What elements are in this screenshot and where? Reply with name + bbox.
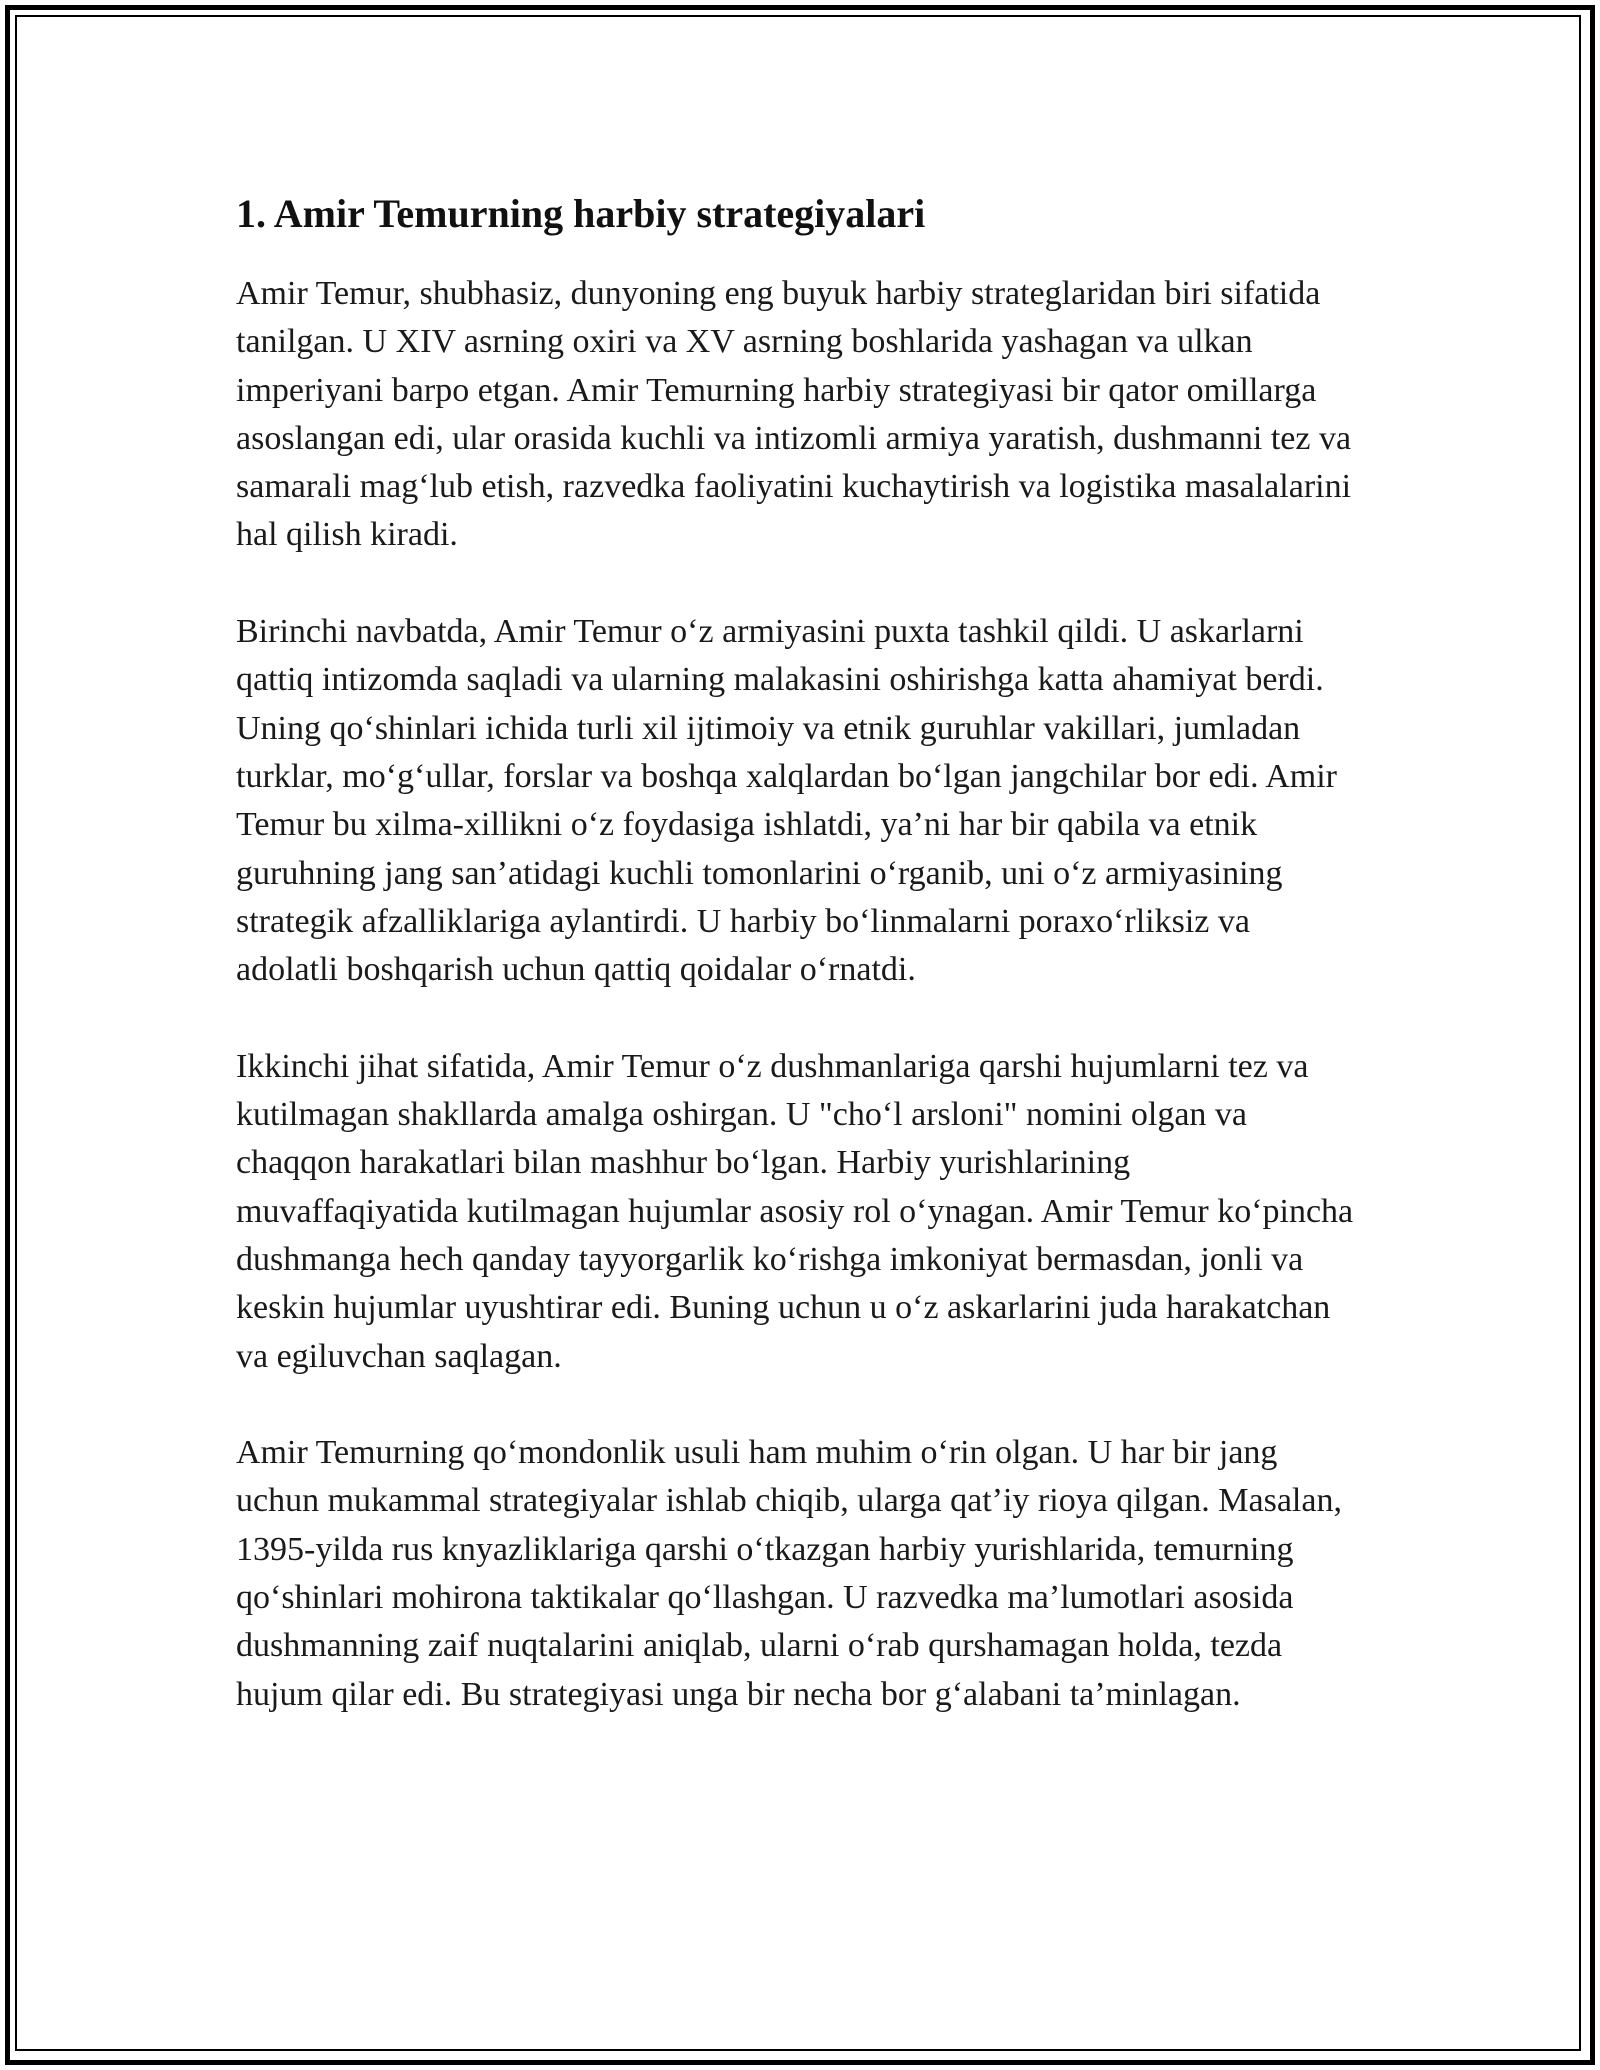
document-body	[236, 186, 1376, 1767]
section-title: 1. Amir Temurning harbiy strategiyalari	[236, 191, 926, 236]
paragraph-3: Ikkinchi jihat sifatida, Amir Temur o‘z dushmanlariga qarshi hujumlarni tez va kutilmagan shakllarda amalga oshirgan. U "cho‘l arsloni" nomini olgan va chaqqon harakatlari bilan mashhur bo‘lgan. Harbiy yurishlarining muvaffaqiyatida kutilmagan hujumlar asosiy rol o‘ynagan. Amir Temur ko‘pincha dushmanga hech qanday tayyorgarlik ko‘rishga imkoniyat bermasdan, jonli va keskin hujumlar uyushtirar edi. Buning uchun u o‘z askarlarini juda harakatchan va egiluvchan saqlagan.	[236, 1047, 1354, 1375]
paragraph-4: Amir Temurning qo‘mondonlik usuli ham muhim o‘rin olgan. U har bir jang uchun mukammal strategiyalar ishlab chiqib, ularga qat’iy rioya qilgan. Masalan, 1395-yilda rus knyazliklariga qarshi o‘tkazgan harbiy yurishlarida, temurning qo‘shinlari mohirona taktikalar qo‘llashgan. U razvedka ma’lumotlari asosida dushmanning zaif nuqtalarini aniqlab, ularni o‘rab qurshamagan holda, tezda hujum qilar edi. Bu strategiyasi unga bir necha bor g‘alabani ta’minlagan.	[236, 1434, 1342, 1713]
paragraph-2: Birinchi navbatda, Amir Temur o‘z armiyasini puxta tashkil qildi. U askarlarni qattiq intizomda saqladi va ularning malakasini oshirishga katta ahamiyat berdi. Uning qo‘shinlari ichida turli xil ijtimoiy va etnik guruhlar vakillari, jumladan turklar, mo‘g‘ullar, forslar va boshqa xalqlardan bo‘lgan jangchilar bor edi. Amir Temur bu xilma-xillikni o‘z foydasiga ishlatdi, ya’ni har bir qabila va etnik guruhning jang san’atidagi kuchli tomonlarini o‘rganib, uni o‘z armiyasining strategik afzalliklariga aylantirdi. U harbiy bo‘linmalarni poraxo‘rliksiz va adolatli boshqarish uchun qattiq qoidalar o‘rnatdi.	[236, 613, 1337, 989]
paragraph-1: Amir Temur, shubhasiz, dunyoning eng buyuk harbiy strateglaridan biri sifatida tanilgan. U XIV asrning oxiri va XV asrning boshlarida yashagan va ulkan imperiyani barpo etgan. Amir Temurning harbiy strategiyasi bir qator omillarga asoslangan edi, ular orasida kuchli va intizomli armiya yaratish, dushmanni tez va samarali mag‘lub etish, razvedka faoliyatini kuchaytirish va logistika masalalarini hal qilish kiradi.	[236, 275, 1352, 554]
